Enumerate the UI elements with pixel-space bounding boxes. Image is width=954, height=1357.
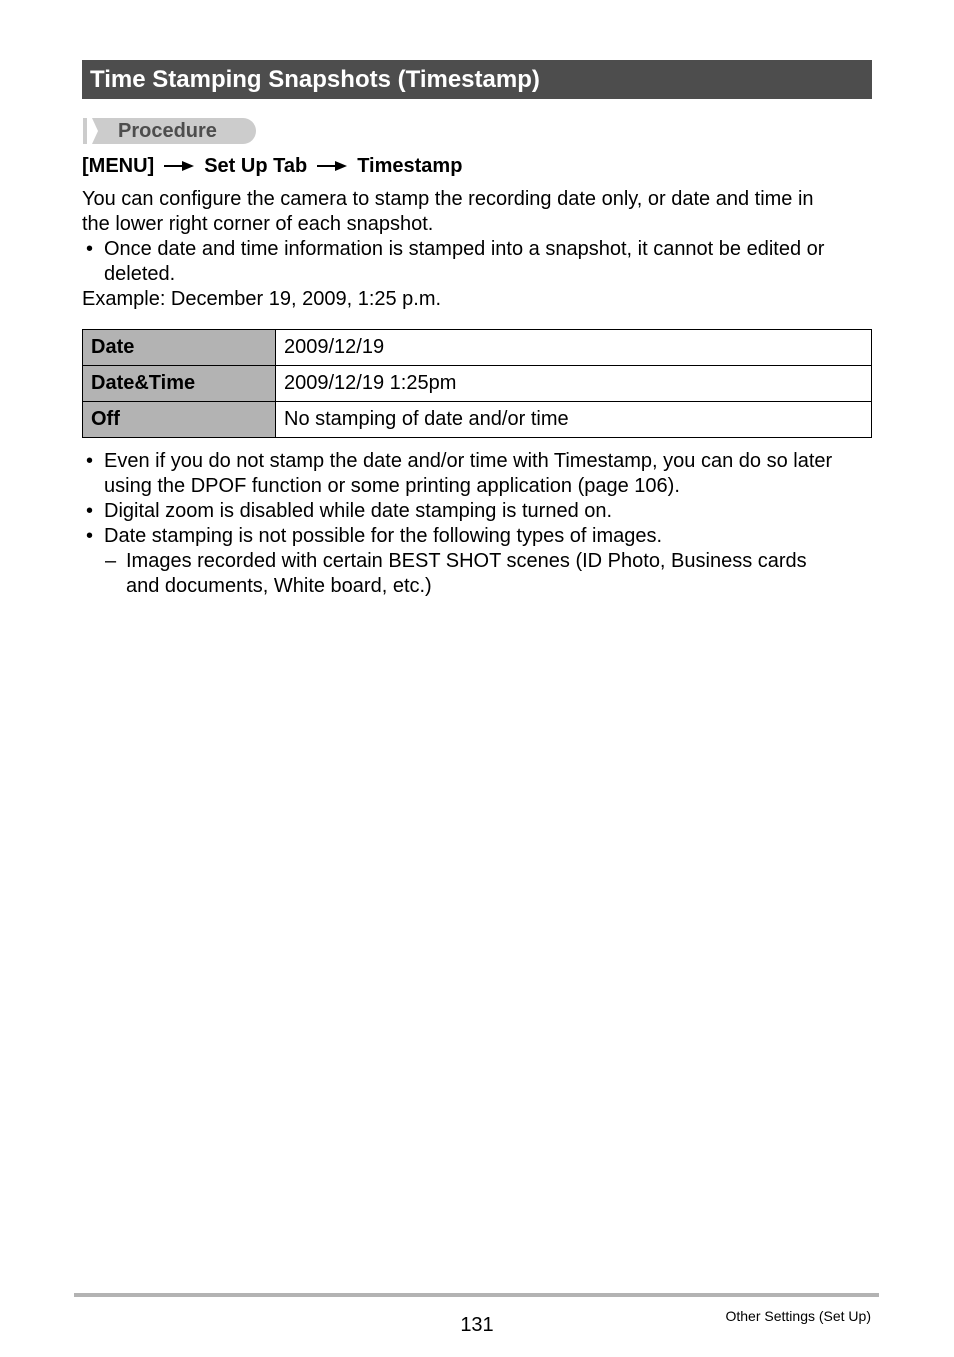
sub-note-line-1: Images recorded with certain BEST SHOT scenes (ID Photo, Business cards (126, 550, 807, 572)
table-row (83, 366, 872, 402)
table-row (83, 330, 872, 366)
bullet-icon: • (86, 500, 94, 522)
intro-bullet-line-1: Once date and time information is stamped into a snapshot, it cannot be edited or (104, 238, 825, 260)
note-1-line-1: Even if you do not stamp the date and/or time with Timestamp, you can do so later (104, 450, 833, 472)
note-3: Date stamping is not possible for the following types of images. (104, 525, 663, 547)
arrow-right-icon (317, 159, 347, 173)
timestamp-options-table (82, 329, 872, 438)
note-1-line-2: using the DPOF function or some printing application (page 106). (104, 475, 680, 497)
dash-icon: – (105, 550, 117, 572)
menu-path (82, 153, 462, 179)
table-row (83, 402, 872, 438)
option-value: No stamping of date and/or time (276, 402, 872, 438)
intro-line-2: the lower right corner of each snapshot. (82, 213, 434, 235)
option-key: Off (83, 402, 276, 438)
bullet-icon: • (86, 238, 94, 260)
section-title-bar (82, 60, 872, 99)
intro-bullet-line-2: deleted. (104, 263, 176, 285)
footer-divider (74, 1293, 879, 1297)
option-value: 2009/12/19 (276, 330, 872, 366)
procedure-label: Procedure (118, 120, 217, 142)
note-2: Digital zoom is disabled while date stamping is turned on. (104, 500, 613, 522)
menu-path-step-menu: [MENU] (82, 155, 155, 177)
bullet-icon: • (86, 525, 94, 547)
page-number: 131 (460, 1314, 494, 1336)
page-title: Time Stamping Snapshots (Timestamp) (90, 66, 540, 93)
menu-path-step-setup-tab: Set Up Tab (204, 155, 308, 177)
bullet-icon: • (86, 450, 94, 472)
procedure-badge (83, 118, 256, 144)
menu-path-step-timestamp: Timestamp (357, 155, 463, 177)
arrow-right-icon (164, 159, 194, 173)
option-key: Date&Time (83, 366, 276, 402)
intro-line-1: You can configure the camera to stamp the recording date only, or date and time in (82, 188, 814, 210)
example-text: Example: December 19, 2009, 1:25 p.m. (82, 288, 442, 310)
footer-section-title: Other Settings (Set Up) (725, 1308, 871, 1324)
sub-note-line-2: and documents, White board, etc.) (126, 575, 432, 597)
option-value: 2009/12/19 1:25pm (276, 366, 872, 402)
option-key: Date (83, 330, 276, 366)
